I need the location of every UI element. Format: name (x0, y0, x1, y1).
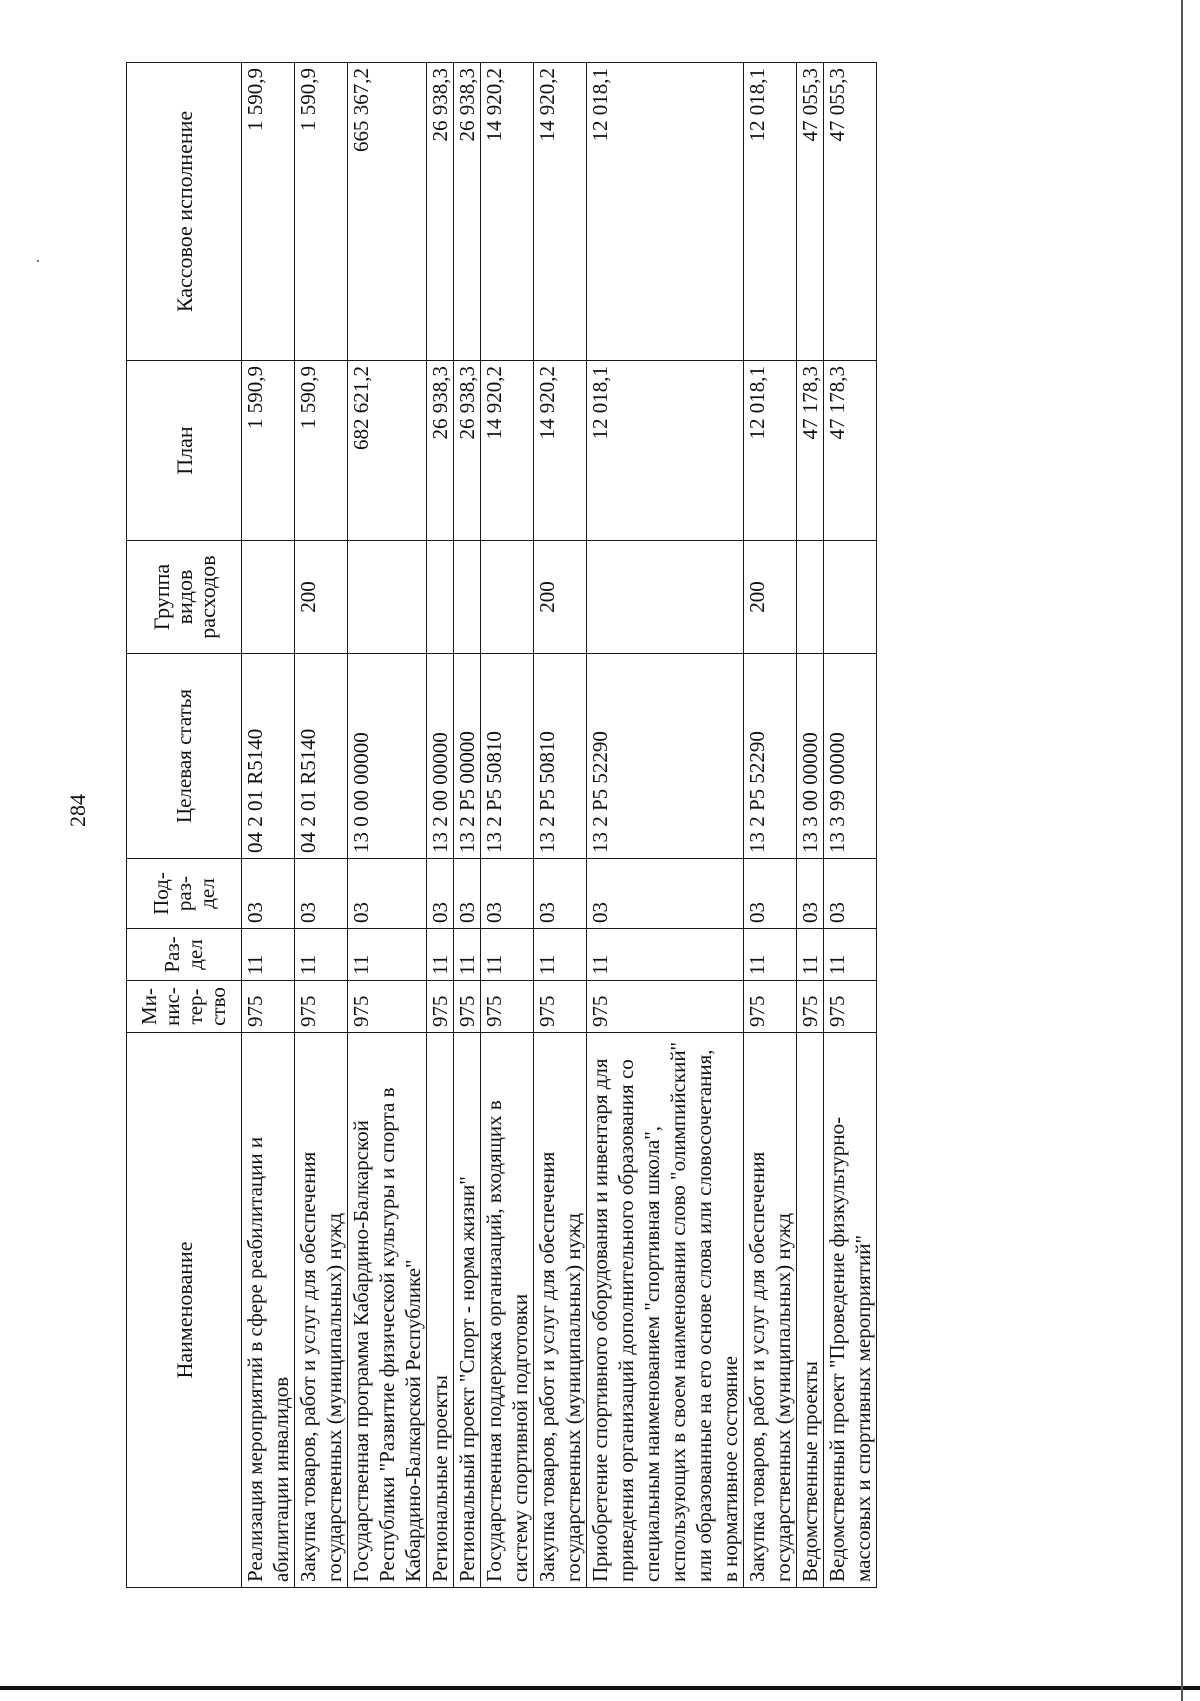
table-row (481, 63, 534, 1588)
cell-section: 11 (242, 929, 295, 981)
cell-subsection: 03 (534, 859, 587, 929)
cell-target-article: 13 0 00 00000 (348, 654, 427, 859)
cell-execution: 47 055,3 (797, 63, 824, 361)
cell-name: Реализация мероприятий в сфере реабилитации и абилитации инвалидов (242, 1033, 295, 1588)
scan-speck (37, 260, 39, 262)
table-row (744, 63, 797, 1588)
header-expense-group: Группа видов расходов (127, 541, 242, 654)
cell-ministry: 975 (744, 981, 797, 1033)
scan-right-edge (1181, 0, 1183, 1701)
cell-plan: 12 018,1 (744, 361, 797, 541)
cell-plan: 1 590,9 (295, 361, 348, 541)
cell-name: Государственная поддержка организаций, входящих в систему спортивной подготовки (481, 1033, 534, 1588)
scan-bottom-border (0, 1686, 1200, 1690)
cell-execution: 14 920,2 (534, 63, 587, 361)
cell-name: Закупка товаров, работ и услуг для обеспечения государственных (муниципальных) нужд (744, 1033, 797, 1588)
cell-plan: 14 920,2 (534, 361, 587, 541)
cell-subsection: 03 (242, 859, 295, 929)
table-row (242, 63, 295, 1588)
cell-ministry: 975 (427, 981, 454, 1033)
cell-expense-group (824, 541, 877, 654)
cell-plan: 12 018,1 (587, 361, 744, 541)
cell-subsection: 03 (824, 859, 877, 929)
table-row (824, 63, 877, 1588)
cell-plan: 47 178,3 (797, 361, 824, 541)
cell-execution: 26 938,3 (454, 63, 481, 361)
cell-subsection: 03 (744, 859, 797, 929)
cell-name: Закупка товаров, работ и услуг для обеспечения государственных (муниципальных) нужд (295, 1033, 348, 1588)
cell-name: Государственная программа Кабардино-Балкарской Республики "Развитие физической культуры и спорта в Кабардино-Балкарской Республике" (348, 1033, 427, 1588)
cell-execution: 47 055,3 (824, 63, 877, 361)
cell-expense-group (427, 541, 454, 654)
page-number: 284 (65, 794, 90, 827)
cell-target-article: 04 2 01 R5140 (242, 654, 295, 859)
table-row (587, 63, 744, 1588)
cell-subsection: 03 (427, 859, 454, 929)
cell-ministry: 975 (824, 981, 877, 1033)
cell-subsection: 03 (348, 859, 427, 929)
header-plan: План (127, 361, 242, 541)
cell-plan: 26 938,3 (427, 361, 454, 541)
cell-subsection: 03 (481, 859, 534, 929)
cell-target-article: 13 3 99 00000 (824, 654, 877, 859)
cell-execution: 14 920,2 (481, 63, 534, 361)
cell-ministry: 975 (295, 981, 348, 1033)
cell-expense-group: 200 (295, 541, 348, 654)
cell-section: 11 (295, 929, 348, 981)
cell-expense-group: 200 (534, 541, 587, 654)
cell-ministry: 975 (587, 981, 744, 1033)
rotated-table-container (126, 63, 1006, 1588)
table-row (427, 63, 454, 1588)
header-execution: Кассовое исполнение (127, 63, 242, 361)
cell-execution: 1 590,9 (242, 63, 295, 361)
header-section: Раз-дел (127, 929, 242, 981)
cell-ministry: 975 (534, 981, 587, 1033)
cell-execution: 12 018,1 (744, 63, 797, 361)
cell-name: Региональный проект "Спорт - норма жизни" (454, 1033, 481, 1588)
header-ministry: Ми-нис-тер-ство (127, 981, 242, 1033)
cell-execution: 12 018,1 (587, 63, 744, 361)
table-row (348, 63, 427, 1588)
cell-subsection: 03 (295, 859, 348, 929)
cell-name: Региональные проекты (427, 1033, 454, 1588)
cell-subsection: 03 (587, 859, 744, 929)
cell-expense-group (587, 541, 744, 654)
cell-plan: 14 920,2 (481, 361, 534, 541)
cell-section: 11 (454, 929, 481, 981)
cell-name: Ведомственные проекты (797, 1033, 824, 1588)
cell-execution: 1 590,9 (295, 63, 348, 361)
cell-ministry: 975 (454, 981, 481, 1033)
table-row (454, 63, 481, 1588)
cell-execution: 26 938,3 (427, 63, 454, 361)
cell-plan: 26 938,3 (454, 361, 481, 541)
budget-table (126, 62, 877, 1588)
cell-subsection: 03 (454, 859, 481, 929)
cell-section: 11 (824, 929, 877, 981)
cell-name: Приобретение спортивного оборудования и инвентаря для приведения организаций дополнительного образования со специальным наименованием "спортивная школа", использующих в своем наименовании слово "олимпийский" или образованные на его основе слова или словосочетания, в нормативное состояние (587, 1033, 744, 1588)
cell-section: 11 (587, 929, 744, 981)
table-row (797, 63, 824, 1588)
header-target-article: Целевая статья (127, 654, 242, 859)
cell-plan: 47 178,3 (824, 361, 877, 541)
cell-ministry: 975 (797, 981, 824, 1033)
cell-expense-group (454, 541, 481, 654)
cell-ministry: 975 (481, 981, 534, 1033)
table-row (534, 63, 587, 1588)
header-name: Наименование (127, 1033, 242, 1588)
cell-section: 11 (744, 929, 797, 981)
cell-section: 11 (348, 929, 427, 981)
cell-plan: 1 590,9 (242, 361, 295, 541)
cell-target-article: 13 2 P5 52290 (587, 654, 744, 859)
cell-section: 11 (534, 929, 587, 981)
cell-expense-group (348, 541, 427, 654)
cell-section: 11 (481, 929, 534, 981)
cell-expense-group (481, 541, 534, 654)
table-body (242, 63, 877, 1588)
cell-target-article: 13 3 00 00000 (797, 654, 824, 859)
cell-name: Ведомственный проект "Проведение физкультурно-массовых и спортивных мероприятий" (824, 1033, 877, 1588)
table-row (295, 63, 348, 1588)
cell-target-article: 13 2 P5 00000 (454, 654, 481, 859)
header-subsection: Под-раз-дел (127, 859, 242, 929)
cell-plan: 682 621,2 (348, 361, 427, 541)
cell-ministry: 975 (348, 981, 427, 1033)
cell-name: Закупка товаров, работ и услуг для обеспечения государственных (муниципальных) нужд (534, 1033, 587, 1588)
cell-section: 11 (427, 929, 454, 981)
cell-ministry: 975 (242, 981, 295, 1033)
cell-expense-group (797, 541, 824, 654)
cell-execution: 665 367,2 (348, 63, 427, 361)
cell-section: 11 (797, 929, 824, 981)
cell-expense-group (242, 541, 295, 654)
cell-target-article: 13 2 P5 50810 (481, 654, 534, 859)
cell-target-article: 13 2 P5 52290 (744, 654, 797, 859)
cell-target-article: 13 2 00 00000 (427, 654, 454, 859)
cell-target-article: 13 2 P5 50810 (534, 654, 587, 859)
cell-subsection: 03 (797, 859, 824, 929)
cell-target-article: 04 2 01 R5140 (295, 654, 348, 859)
cell-expense-group: 200 (744, 541, 797, 654)
header-row (127, 63, 242, 1588)
